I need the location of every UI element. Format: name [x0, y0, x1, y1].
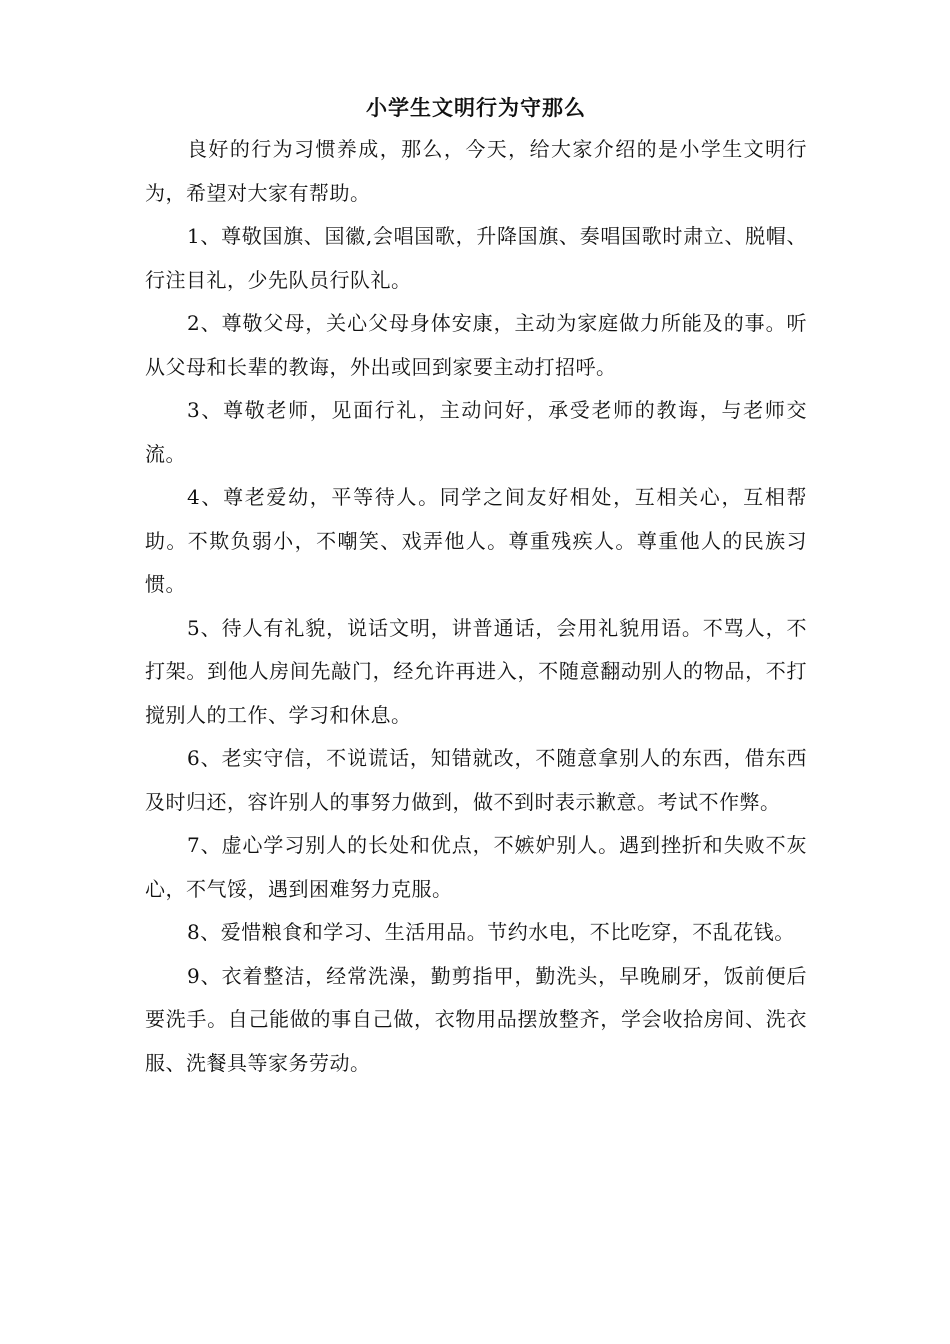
rule-6-paragraph: 6、老实守信，不说谎话，知错就改，不随意拿别人的东西，借东西及时归还，容许别人的事努力做到，做不到时表示歉意。考试不作弊。: [145, 746, 807, 814]
rule-1-paragraph: 1、尊敬国旗、国徽,会唱国歌，升降国旗、奏唱国歌时肃立、脱帽、行注目礼，少先队员行队礼。: [145, 224, 807, 292]
document-page: [145, 88, 807, 1085]
intro-paragraph: 良好的行为习惯养成，那么，今天，给大家介绍的是小学生文明行为，希望对大家有帮助。: [145, 137, 807, 205]
rule-7-paragraph: 7、虚心学习别人的长处和优点，不嫉妒别人。遇到挫折和失败不灰心，不气馁，遇到困难努力克服。: [145, 833, 807, 901]
document-title: 小学生文明行为守那么: [366, 95, 586, 120]
rule-5-paragraph: 5、待人有礼貌，说话文明，讲普通话，会用礼貌用语。不骂人，不打架。到他人房间先敲门，经允许再进入，不随意翻动别人的物品，不打搅别人的工作、学习和休息。: [145, 615, 807, 727]
rule-8-paragraph: 8、爱惜粮食和学习、生活用品。节约水电，不比吃穿，不乱花钱。: [187, 920, 795, 944]
rule-3-paragraph: 3、尊敬老师，见面行礼，主动问好，承受老师的教诲，与老师交流。: [145, 398, 807, 466]
rule-9-paragraph: 9、衣着整洁，经常洗澡，勤剪指甲，勤洗头，早晚刷牙，饭前便后要洗手。自己能做的事自己做，衣物用品摆放整齐，学会收拾房间、洗衣服、洗餐具等家务劳动。: [145, 963, 807, 1075]
rule-2-paragraph: 2、尊敬父母，关心父母身体安康，主动为家庭做力所能及的事。听从父母和长辈的教诲，外出或回到家要主动打招呼。: [145, 311, 807, 379]
rule-4-paragraph: 4、尊老爱幼，平等待人。同学之间友好相处，互相关心，互相帮助。不欺负弱小，不嘲笑、戏弄他人。尊重残疾人。尊重他人的民族习惯。: [145, 485, 807, 596]
